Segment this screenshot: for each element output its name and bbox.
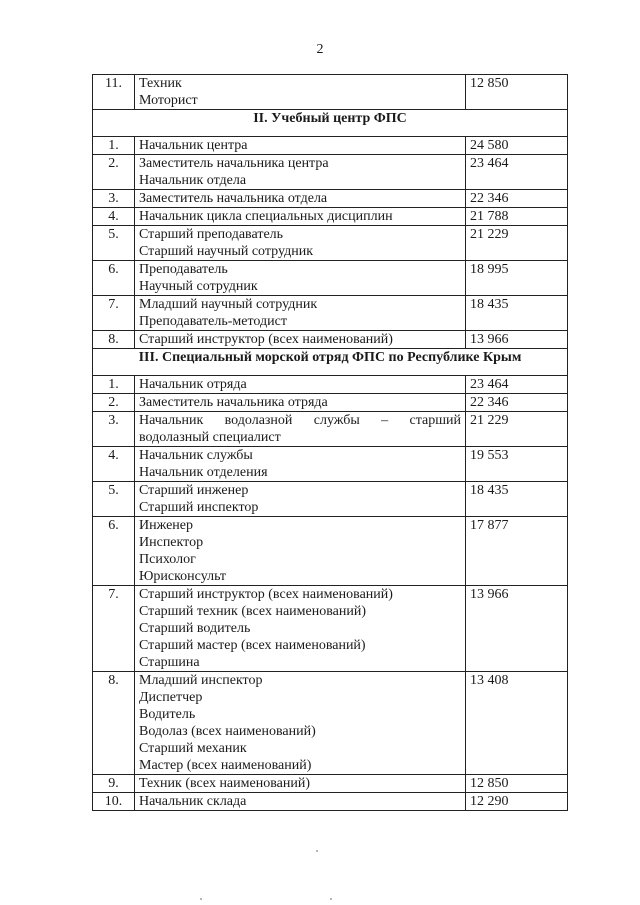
table-row [93, 226, 568, 261]
position-name: Техник (всех наименований) [139, 776, 310, 791]
row-number: 7. [93, 586, 135, 672]
section-title: II. Учебный центр ФПС [93, 110, 568, 137]
table-row [93, 137, 568, 155]
position-name: Начальник водолазной службы – старший [139, 413, 461, 428]
table-row [93, 394, 568, 412]
position-name: Заместитель начальника центра [139, 156, 329, 171]
position-name: Мастер (всех наименований) [139, 758, 312, 773]
table-row [93, 208, 568, 226]
position-name: Юрисконсульт [139, 569, 227, 584]
position-name: Моторист [139, 93, 198, 108]
table-row [93, 482, 568, 517]
position-cell [135, 376, 466, 394]
position-name: Преподаватель-методист [139, 314, 287, 329]
salary-value: 22 346 [466, 190, 568, 208]
table-row [93, 190, 568, 208]
position-cell [135, 261, 466, 296]
table-row [93, 376, 568, 394]
row-number: 5. [93, 226, 135, 261]
salary-value: 12 290 [466, 793, 568, 811]
position-name: Старший инспектор [139, 500, 259, 515]
position-name: Техник [139, 76, 182, 91]
position-name: Старший инженер [139, 483, 249, 498]
salary-value: 13 966 [466, 331, 568, 349]
position-name: Старший инструктор (всех наименований) [139, 332, 393, 347]
position-cell [135, 793, 466, 811]
table-row [93, 261, 568, 296]
position-name: Психолог [139, 552, 196, 567]
position-name: Младший научный сотрудник [139, 297, 318, 312]
position-cell [135, 137, 466, 155]
table-row [93, 775, 568, 793]
row-number: 3. [93, 412, 135, 447]
scan-artifact [316, 850, 318, 852]
salary-value: 24 580 [466, 137, 568, 155]
position-name: Инспектор [139, 535, 204, 550]
position-name: Инженер [139, 518, 194, 533]
row-number: 4. [93, 447, 135, 482]
position-cell [135, 208, 466, 226]
table-row [93, 296, 568, 331]
row-number: 8. [93, 672, 135, 775]
position-cell [135, 190, 466, 208]
position-name: Старший механик [139, 741, 247, 756]
position-name: Научный сотрудник [139, 279, 258, 294]
scan-artifact [330, 898, 332, 900]
row-number: 8. [93, 331, 135, 349]
position-name: Заместитель начальника отряда [139, 395, 328, 410]
position-cell [135, 517, 466, 586]
salary-value: 23 464 [466, 376, 568, 394]
position-name: Старший научный сотрудник [139, 244, 314, 259]
row-number: 9. [93, 775, 135, 793]
position-cell [135, 672, 466, 775]
salary-value: 17 877 [466, 517, 568, 586]
position-name: Начальник центра [139, 138, 248, 153]
position-name: Старший водитель [139, 621, 251, 636]
position-cell [135, 331, 466, 349]
table-row [93, 793, 568, 811]
position-cell [135, 155, 466, 190]
position-name: Водитель [139, 707, 196, 722]
salary-value: 21 229 [466, 412, 568, 447]
table-row [93, 331, 568, 349]
table-row [93, 586, 568, 672]
row-number: 5. [93, 482, 135, 517]
salary-value: 19 553 [466, 447, 568, 482]
position-name: Начальник отряда [139, 377, 247, 392]
position-cell [135, 75, 466, 110]
position-cell [135, 412, 466, 447]
row-number: 1. [93, 376, 135, 394]
row-number: 10. [93, 793, 135, 811]
salary-value: 12 850 [466, 775, 568, 793]
salary-value: 21 229 [466, 226, 568, 261]
position-cell [135, 482, 466, 517]
position-name: Начальник службы [139, 448, 253, 463]
position-name: Начальник отделения [139, 465, 268, 480]
page-number: 2 [316, 42, 324, 57]
position-cell [135, 775, 466, 793]
row-number: 3. [93, 190, 135, 208]
table-row [93, 75, 568, 110]
position-cell [135, 447, 466, 482]
position-name: водолазный специалист [139, 430, 281, 445]
position-cell [135, 296, 466, 331]
position-name: Начальник цикла специальных дисциплин [139, 209, 393, 224]
position-cell [135, 226, 466, 261]
position-name: Начальник отдела [139, 173, 247, 188]
salary-value: 23 464 [466, 155, 568, 190]
salary-table [92, 74, 568, 811]
position-name: Старший преподаватель [139, 227, 284, 242]
position-cell [135, 586, 466, 672]
table-row [93, 412, 568, 447]
salary-value: 18 995 [466, 261, 568, 296]
position-cell [135, 394, 466, 412]
position-name: Старшина [139, 655, 200, 670]
position-name: Старший инструктор (всех наименований) [139, 587, 393, 602]
salary-value: 22 346 [466, 394, 568, 412]
salary-value: 21 788 [466, 208, 568, 226]
salary-value: 12 850 [466, 75, 568, 110]
row-number: 2. [93, 394, 135, 412]
salary-value: 18 435 [466, 296, 568, 331]
row-number: 7. [93, 296, 135, 331]
position-name: Старший мастер (всех наименований) [139, 638, 366, 653]
row-number: 11. [93, 75, 135, 110]
position-name: Преподаватель [139, 262, 228, 277]
section-row [93, 349, 568, 376]
scan-artifact [200, 898, 202, 900]
section-row [93, 110, 568, 137]
table-row [93, 517, 568, 586]
salary-table-body [93, 75, 568, 811]
position-name: Младший инспектор [139, 673, 263, 688]
row-number: 4. [93, 208, 135, 226]
position-name: Начальник склада [139, 794, 247, 809]
position-name: Старший техник (всех наименований) [139, 604, 367, 619]
position-name: Водолаз (всех наименований) [139, 724, 316, 739]
salary-value: 13 408 [466, 672, 568, 775]
position-name: Диспетчер [139, 690, 203, 705]
section-title: III. Специальный морской отряд ФПС по Республике Крым [93, 349, 568, 376]
row-number: 6. [93, 261, 135, 296]
salary-value: 13 966 [466, 586, 568, 672]
table-row [93, 155, 568, 190]
row-number: 2. [93, 155, 135, 190]
table-row [93, 447, 568, 482]
position-name: Заместитель начальника отдела [139, 191, 328, 206]
table-row [93, 672, 568, 775]
row-number: 6. [93, 517, 135, 586]
row-number: 1. [93, 137, 135, 155]
salary-value: 18 435 [466, 482, 568, 517]
